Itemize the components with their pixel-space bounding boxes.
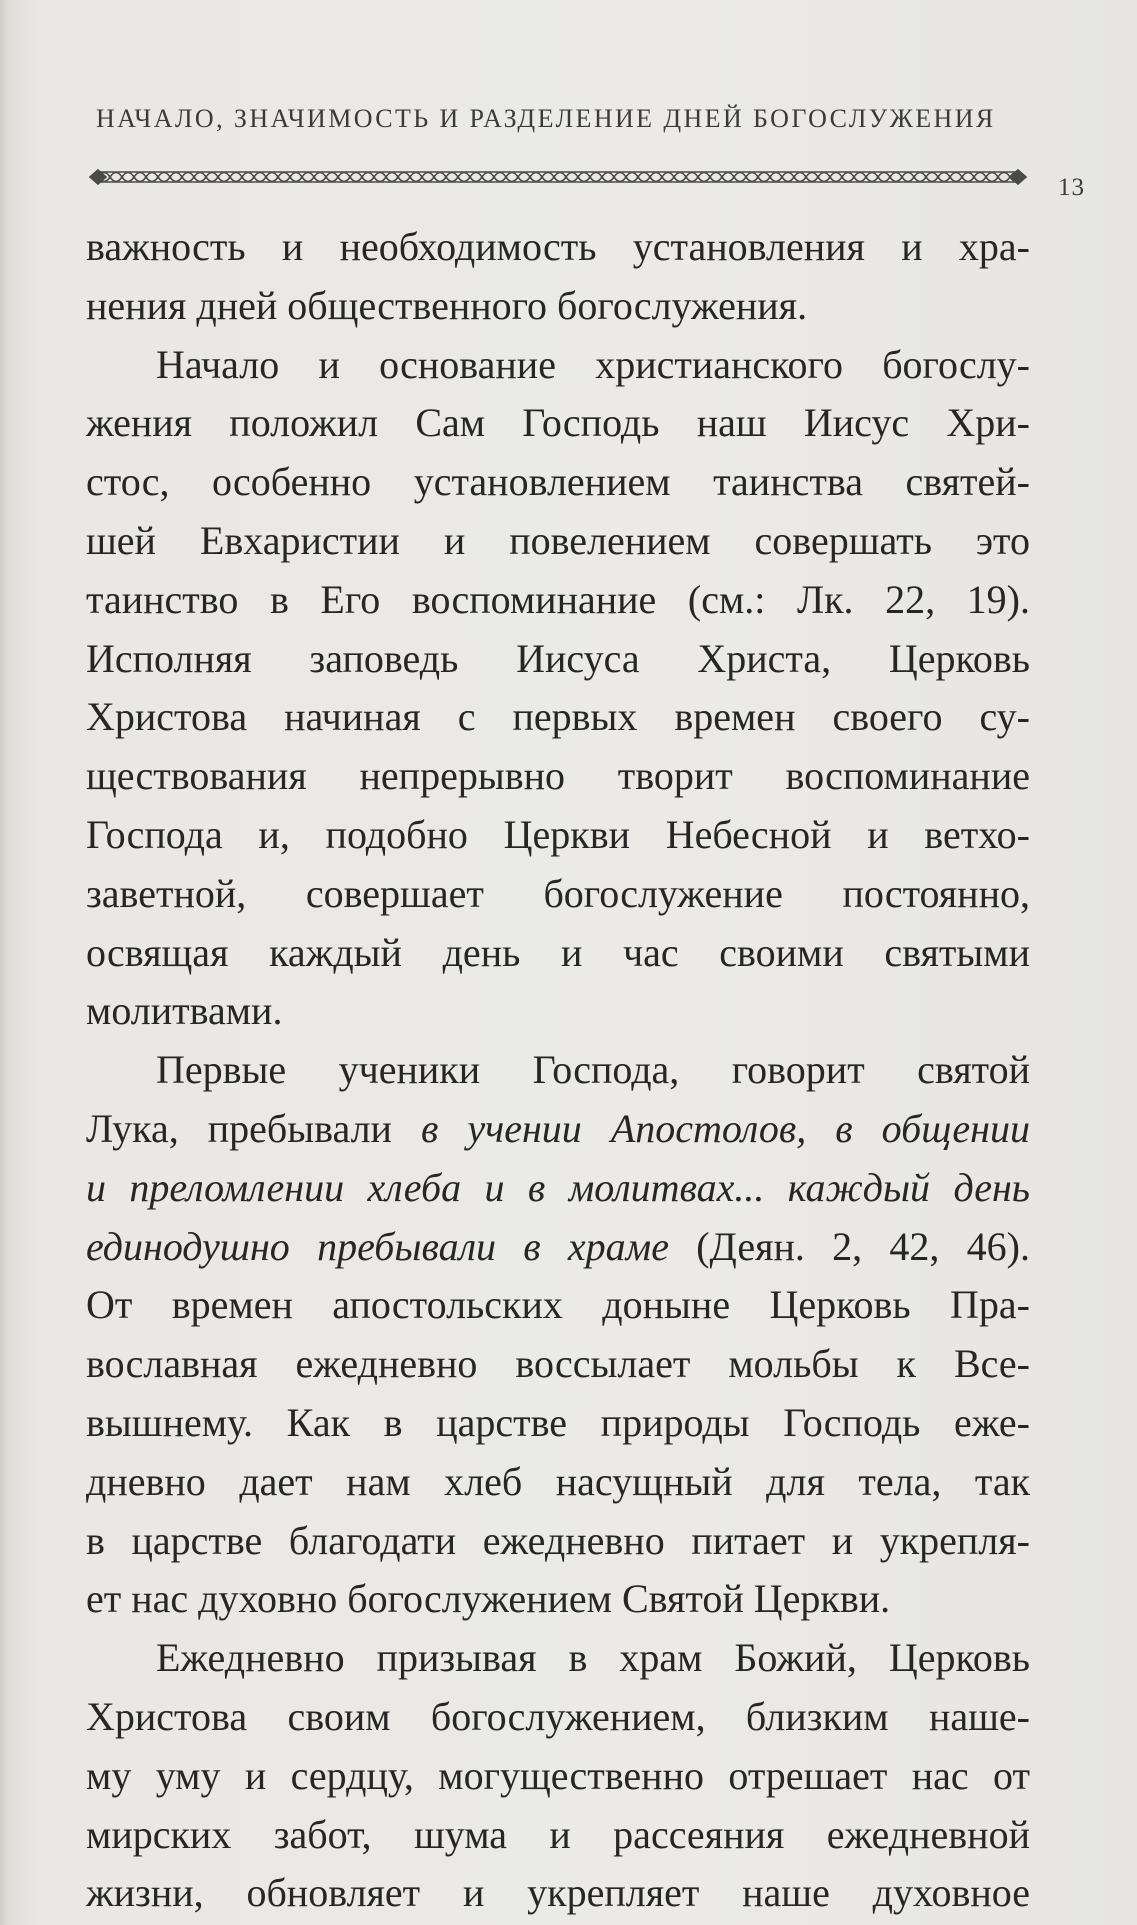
text-line: Христова своим богослужением, близким наше- [86,1693,1030,1739]
text-line: мирских забот, шума и рассеяния ежедневной [86,1811,1030,1857]
ornamental-rule [88,162,1028,192]
text-line: Первые ученики Господа, говорит святой [156,1047,1030,1093]
quote-run: единодушно пребывали в храме [86,1223,669,1269]
text-line: Ежедневно призывая в храм Божий, Церковь [156,1635,1030,1681]
text-line: в царстве благодати ежедневно питает и укрепля- [86,1517,1030,1563]
text-line: ществования непрерывно творит воспоминание [86,753,1030,799]
text-line: освящая каждый день и час своими святыми [86,929,1030,975]
text-line: Исполняя заповедь Иисуса Христа, Церковь [86,635,1030,681]
text-line: таинство в Его воспоминание (см.: Лк. 22, 19). [86,576,1030,622]
text-line: му уму и сердцу, могущественно отрешает нас от [86,1752,1030,1798]
quote-run: в учении Апостолов, в общении [420,1105,1030,1151]
page-edge-shadow [0,0,8,1925]
text-line: Христова начиная с первых времен своего су- [86,694,1030,740]
page-number: 13 [1058,174,1085,201]
text-line: заветной, совершает богослужение постоянно, [86,870,1030,916]
body-text [86,218,1030,1923]
text-line: вославная ежедневно воссылает мольбы к Все- [86,1341,1030,1387]
text-run: Лука, пребывали [86,1105,421,1151]
text-line: От времен апостольских доныне Церковь Пра- [86,1282,1030,1328]
text-line [86,1100,1030,1159]
text-line: важность и необходимость установления и хра- [86,224,1030,269]
text-line: вышнему. Как в царстве природы Господь еже- [86,1399,1030,1445]
running-head: НАЧАЛО, ЗНАЧИМОСТЬ И РАЗДЕЛЕНИЕ ДНЕЙ БОГОСЛУЖЕНИЯ [96,104,996,133]
text-line: Господа и, подобно Церкви Небесной и ветхо- [86,811,1030,857]
quote-line: и преломлении хлеба и в молитвах... каждый день [86,1164,1030,1210]
text-line: стос, особенно установлением таинства святей- [86,459,1030,505]
text-line: Начало и основание христианского богослу- [156,341,1030,387]
text-line: молитвами. [86,988,283,1034]
citation-run: (Деян. 2, 42, 46). [668,1223,1030,1269]
text-line: нения дней общественного богослужения. [86,282,808,328]
text-line: ет нас духовно богослужением Святой Церкви. [86,1576,891,1622]
text-line: шей Евхаристии и повелением совершать это [86,517,1030,563]
text-line: жизни, обновляет и укрепляет наше духовное [86,1870,1030,1916]
text-line: дневно дает нам хлеб насущный для тела, так [86,1458,1030,1504]
text-line [86,1218,1030,1277]
text-line: жения положил Сам Господь наш Иисус Хри- [86,400,1030,446]
